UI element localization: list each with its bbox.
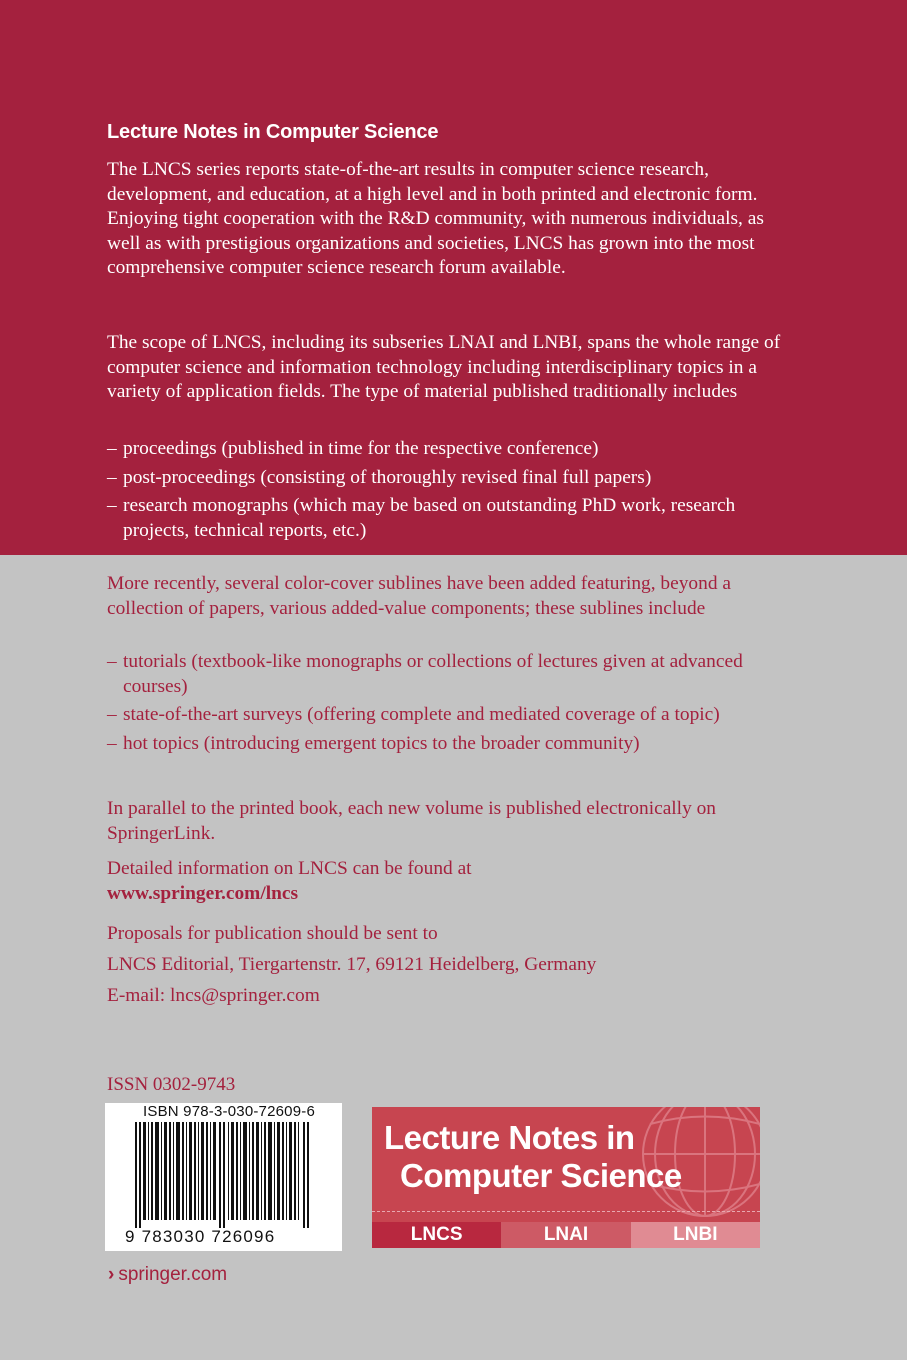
dash: – (107, 704, 117, 726)
email-link[interactable]: E-mail: lncs@springer.com (107, 985, 320, 1006)
list-item: – hot topics (introducing emergent topics to the broader community) (107, 732, 787, 757)
chevron-right-icon: › (108, 1264, 115, 1285)
info-url-link[interactable]: www.springer.com/lncs (107, 882, 299, 904)
lncs-logo (372, 1107, 760, 1248)
scope-paragraph: The scope of LNCS, including its subseries LNAI and LNBI, spans the whole range of computer science and information technology including interdisciplinary topics in a variety of application fields. The type of material published traditionally includes (107, 332, 781, 403)
info-text: Detailed information on LNCS can be found at (107, 858, 472, 879)
sublines-list (107, 650, 787, 760)
dash: – (107, 495, 117, 517)
subseries-lnbi: LNBI (631, 1222, 760, 1248)
logo-title-line2: Computer Science (400, 1157, 682, 1194)
dash: – (107, 466, 117, 488)
logo-divider (372, 1211, 760, 1213)
subseries-bar (372, 1222, 760, 1248)
series-heading: Lecture Notes in Computer Science (107, 121, 439, 143)
issn: ISSN 0302-9743 (107, 1074, 236, 1095)
info-paragraph (107, 857, 797, 906)
dash: – (107, 732, 117, 754)
proposals-text: Proposals for publication should be sent to (107, 923, 438, 944)
publisher-text: springer.com (118, 1264, 228, 1285)
subseries-lnai: LNAI (501, 1222, 630, 1248)
logo-title (384, 1119, 682, 1195)
publisher-link[interactable] (108, 1264, 227, 1286)
list-item: – post-proceedings (consisting of thoroughly revised final full papers) (107, 466, 787, 491)
electronic-paragraph: In parallel to the printed book, each new volume is published electronically on SpringerLink. (107, 798, 717, 844)
barcode-bars (135, 1122, 315, 1228)
proposals-paragraph (107, 918, 797, 1011)
list-item: – proceedings (published in time for the respective conference) (107, 437, 787, 462)
list-item: – state-of-the-art surveys (offering complete and mediated coverage of a topic) (107, 703, 787, 728)
list-item: – tutorials (textbook-like monographs or collections of lectures given at advanced courses) (107, 651, 743, 697)
dash: – (107, 651, 117, 672)
editorial-address: LNCS Editorial, Tiergartenstr. 17, 69121 Heidelberg, Germany (107, 954, 597, 975)
sublines-paragraph: More recently, several color-cover sublines have been added featuring, beyond a collection of papers, various added-value components; these sublines include (107, 573, 731, 619)
isbn-label: ISBN 978-3-030-72609-6 (143, 1103, 316, 1120)
logo-title-line1: Lecture Notes in (384, 1119, 635, 1156)
isbn-digits: 9 783030 726096 (125, 1227, 276, 1246)
dash: – (107, 438, 117, 459)
list-item: – research monographs (which may be based on outstanding PhD work, research projects, technical reports, etc.) (107, 495, 736, 541)
traditional-list (107, 437, 787, 547)
subseries-lncs: LNCS (372, 1222, 501, 1248)
barcode (105, 1103, 342, 1251)
intro-paragraph: The LNCS series reports state-of-the-art results in computer science research, development, and education, at a high level and in both printed and electronic form. Enjoying tight cooperation with the R&D community, with numerous individuals, as well as with prestigious organizations and societies, LNCS has grown into the most comprehensive computer science research forum available. (107, 159, 764, 279)
